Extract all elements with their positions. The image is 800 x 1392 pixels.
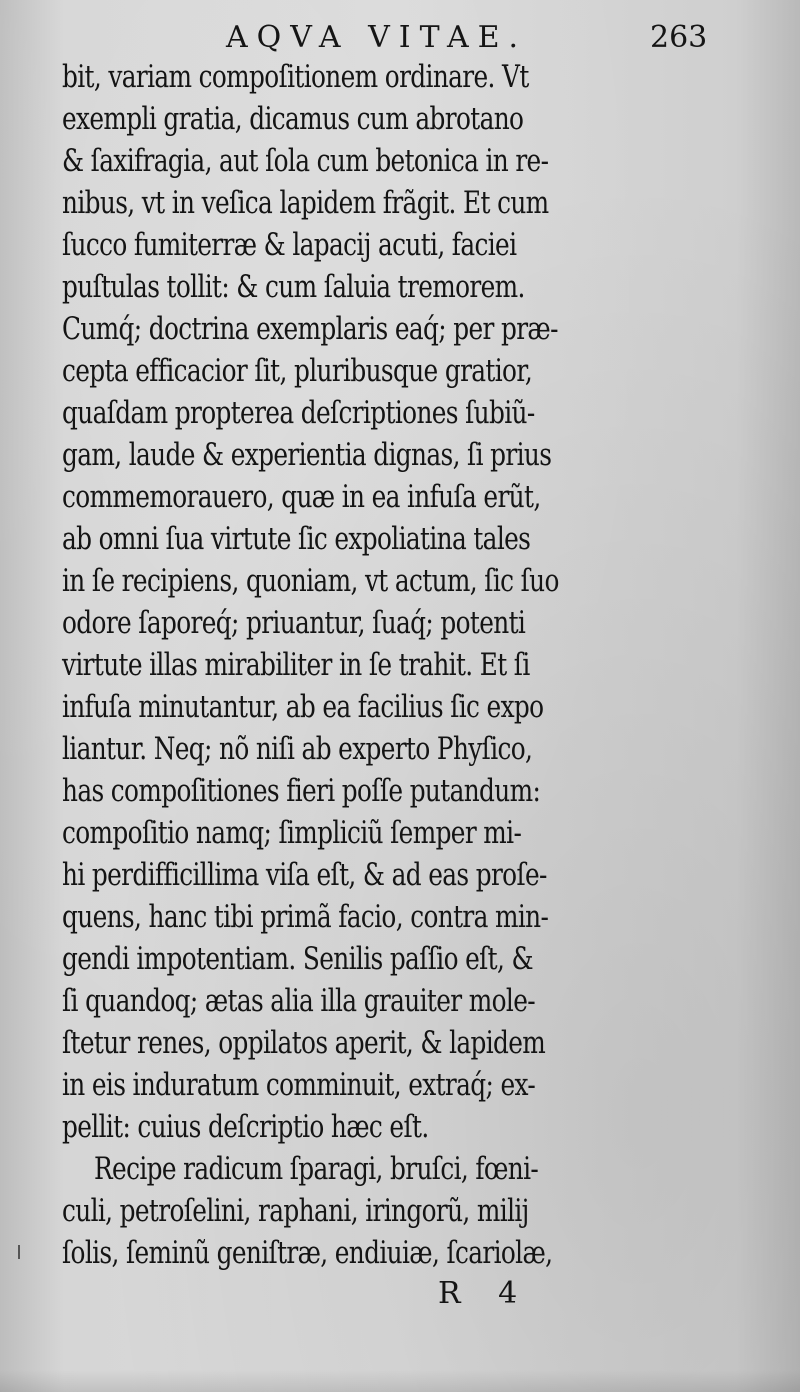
text-line: infuſa minutantur, ab ea facilius ſic expo	[62, 689, 544, 725]
text-line: Cumq́; doctrina exemplaris eaq́; per præ-	[62, 311, 558, 347]
text-line: compoſitio namq; ſimpliciũ ſemper mi-	[62, 815, 522, 851]
text-line: ab omni ſua virtute ſic expoliatina tales	[62, 521, 531, 557]
text-line: hi perdifficillima viſa eſt, & ad eas proſe-	[62, 857, 547, 893]
text-line: quaſdam propterea deſcriptiones ſubiũ-	[62, 395, 535, 431]
page-number: 263	[650, 20, 708, 55]
text-line: commemorauero, quæ in ea infuſa erũt,	[62, 479, 541, 515]
text-line: in eis induratum comminuit, extraq́; ex-	[62, 1067, 536, 1103]
text-line: in ſe recipiens, quoniam, vt actum, ſic ſuo	[62, 563, 559, 599]
text-line: & ſaxifragia, aut ſola cum betonica in re-	[62, 143, 549, 179]
text-line: culi, petroſelini, raphani, iringorũ, milij	[62, 1193, 529, 1229]
body-text	[62, 56, 712, 1274]
running-title: AQVA VITAE.	[226, 20, 528, 55]
text-line: odore ſaporeq́; priuantur, ſuaq́; potenti	[62, 605, 526, 641]
text-line: virtute illas mirabiliter in ſe trahit. Et ſi	[62, 647, 530, 683]
text-line: cepta efficacior ſit, pluribusque gratior,	[62, 353, 533, 389]
signature-mark: R 4	[438, 1276, 532, 1311]
text-line: has compoſitiones fieri poſſe putandum:	[62, 773, 541, 809]
text-line: ſucco fumiterræ & lapacij acuti, faciei	[62, 227, 517, 263]
text-line: ſolis, ſeminũ geniſtræ, endiuiæ, ſcariolæ,	[62, 1235, 553, 1271]
running-head	[0, 20, 800, 60]
text-line: ſi quandoq; ætas alia illa grauiter mole-	[62, 983, 535, 1019]
text-line-paragraph-start: Recipe radicum ſparagi, bruſci, fœni-	[94, 1151, 539, 1187]
text-line: bit, variam compoſitionem ordinare. Vt	[62, 59, 529, 95]
text-line: liantur. Neq; nõ niſi ab experto Phyſico,	[62, 731, 533, 767]
text-line: quens, hanc tibi primã facio, contra min-	[62, 899, 549, 935]
text-line: pellit: cuius deſcriptio hæc eſt.	[62, 1109, 429, 1145]
text-line: gendi impotentiam. Senilis paſſio eſt, &	[62, 941, 533, 977]
text-line: exempli gratia, dicamus cum abrotano	[62, 101, 524, 137]
text-line: puſtulas tollit: & cum ſaluia tremorem.	[62, 269, 525, 305]
text-line: gam, laude & experientia dignas, ſi prius	[62, 437, 552, 473]
text-line: nibus, vt in veſica lapidem frãgit. Et cum	[62, 185, 549, 221]
margin-mark	[18, 1245, 20, 1259]
page-bottom-edge	[0, 1370, 800, 1392]
text-line: ſtetur renes, oppilatos aperit, & lapidem	[62, 1025, 546, 1061]
